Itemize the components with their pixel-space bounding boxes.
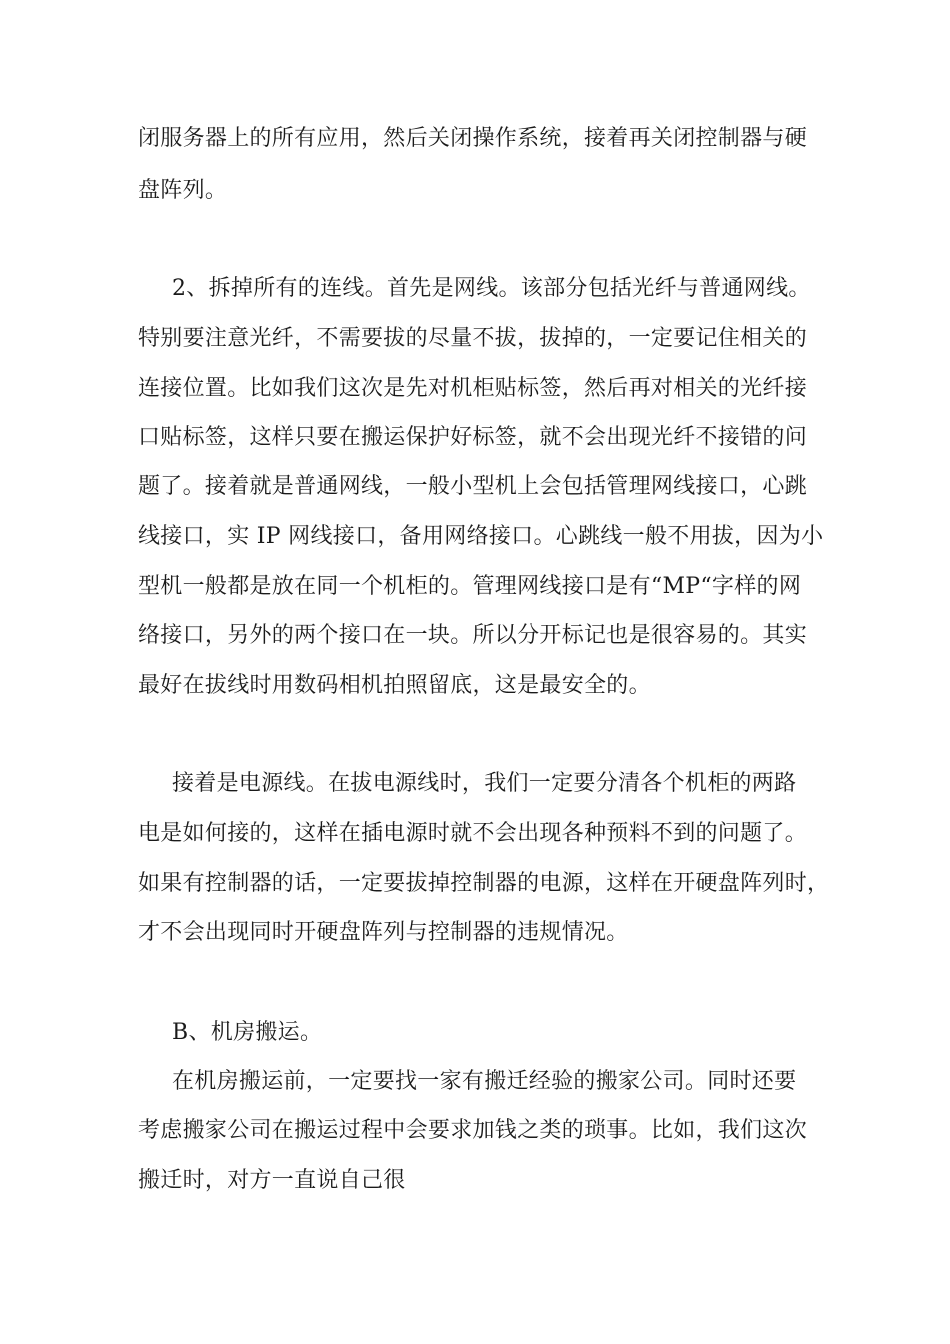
paragraph-2-line-5: 题了。接着就是普通网线，一般小型机上会包括管理网线接口，心跳 bbox=[138, 474, 808, 499]
paragraph-2-line-2: 特别要注意光纤，不需要拔的尽量不拔，拔掉的，一定要记住相关的 bbox=[138, 326, 808, 351]
paragraph-3-line-1: 接着是电源线。在拔电源线时，我们一定要分清各个机柜的两路 bbox=[172, 771, 797, 796]
paragraph-2-line-8: 络接口，另外的两个接口在一块。所以分开标记也是很容易的。其实 bbox=[138, 623, 808, 648]
section-heading-b: B、机房搬运。 bbox=[172, 1020, 323, 1045]
paragraph-3-line-4: 才不会出现同时开硬盘阵列与控制器的违规情况。 bbox=[138, 920, 629, 945]
paragraph-2-line-1: 2、拆掉所有的连线。首先是网线。该部分包括光纤与普通网线。 bbox=[172, 276, 811, 301]
paragraph-2-line-3: 连接位置。比如我们这次是先对机柜贴标签，然后再对相关的光纤接 bbox=[138, 376, 808, 401]
paragraph-3-line-2: 电是如何接的，这样在插电源时就不会出现各种预料不到的问题了。 bbox=[138, 821, 808, 846]
paragraph-2-line-7: 型机一般都是放在同一个机柜的。管理网线接口是有“MP“字样的网 bbox=[138, 574, 802, 599]
paragraph-4-line-1: 在机房搬运前，一定要找一家有搬迁经验的搬家公司。同时还要 bbox=[172, 1069, 797, 1094]
paragraph-2-line-9: 最好在拔线时用数码相机拍照留底，这是最安全的。 bbox=[138, 673, 651, 698]
paragraph-2-line-6: 线接口，实 IP 网线接口，备用网络接口。心跳线一般不用拔，因为小 bbox=[138, 524, 824, 549]
paragraph-4-line-2: 考虑搬家公司在搬运过程中会要求加钱之类的琐事。比如，我们这次 bbox=[138, 1118, 808, 1143]
paragraph-1-line-2: 盘阵列。 bbox=[138, 178, 228, 203]
paragraph-4-line-3: 搬迁时，对方一直说自己很 bbox=[138, 1168, 406, 1193]
paragraph-2-line-4: 口贴标签，这样只要在搬运保护好标签，就不会出现光纤不接错的问 bbox=[138, 425, 808, 450]
paragraph-3-line-3: 如果有控制器的话，一定要拔掉控制器的电源，这样在开硬盘阵列时， bbox=[138, 871, 830, 896]
paragraph-1-line-1: 闭服务器上的所有应用，然后关闭操作系统，接着再关闭控制器与硬 bbox=[138, 126, 808, 151]
